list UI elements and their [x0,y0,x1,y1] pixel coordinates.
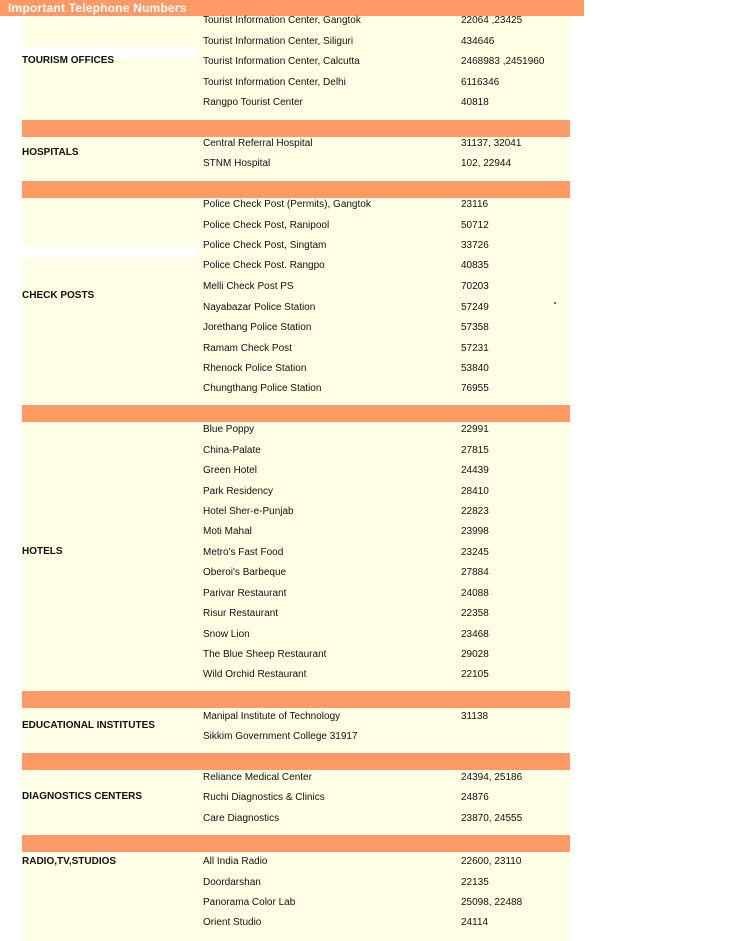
category-label: RADIO,TV,STUDIOS [22,856,117,867]
entry-name: Manipal Institute of Technology [203,711,341,722]
section-separator [22,405,570,422]
entry-name: Park Residency [203,486,274,497]
entry-number: 22358 [461,608,489,619]
entry-number: 57231 [461,343,489,354]
entry-name: Tourist Information Center, Delhi [203,77,346,88]
category-label: HOSPITALS [22,147,79,158]
entry-number: 28410 [461,486,489,497]
entry-number: 31138 [461,711,489,722]
category-label: HOTELS [22,546,63,557]
entry-name: Tourist Information Center, Siliguri [203,36,354,47]
entry-name: Snow Lion [203,629,250,640]
entry-name: Tourist Information Center, Calcutta [203,56,360,67]
entry-name: Blue Poppy [203,424,255,435]
section-separator [22,753,570,770]
entry-number: 24439 [461,465,489,476]
entry-number: 50712 [461,220,489,231]
entry-number: 22105 [461,669,489,680]
label-column-gap [22,246,198,258]
entry-number: 27815 [461,445,489,456]
entry-name: China-Palate [203,445,261,456]
entry-name: Rhenock Police Station [203,363,307,374]
entry-number: 24876 [461,792,489,803]
section-separator [22,181,570,198]
entry-name: Risur Restaurant [203,608,279,619]
sheet-title: Important Telephone Numbers [0,0,584,16]
entry-number: 57249 [461,302,489,313]
entry-name: Care Diagnostics [203,813,280,824]
entry-name: Ramam Check Post [203,343,292,354]
entry-name: Police Check Post, Ranipool [203,220,330,231]
entry-name: Reliance Medical Center [203,772,312,783]
entry-name: Melli Check Post PS [203,281,294,292]
entry-number: 24114 [461,917,489,928]
entry-number: 25098, 22488 [461,897,523,908]
section-separator [22,835,570,852]
entry-number: 22135 [461,877,489,888]
entry-name: Police Check Post, Singtam [203,240,327,251]
category-label: CHECK POSTS [22,290,95,301]
entry-name: Ruchi Diagnostics & Clinics [203,792,325,803]
entry-number: 33726 [461,240,489,251]
entry-name: All India Radio [203,856,268,867]
entry-number: 31137, 32041 [461,138,522,149]
entry-name: Chungthang Police Station [203,383,322,394]
entry-name: Central Referral Hospital [203,138,313,149]
entry-name: Parivar Restaurant [203,588,287,599]
entry-name: STNM Hospital [203,158,271,169]
entry-name: Tourist Information Center, Gangtok [203,15,361,26]
entry-name: Doordarshan [203,877,261,888]
entry-number: 6116346 [461,77,500,88]
entry-name: Green Hotel [203,465,257,476]
entry-number: 23870, 24555 [461,813,523,824]
entry-name: The Blue Sheep Restaurant [203,649,327,660]
entry-number: 23116 [461,199,489,210]
entry-name: Jorethang Police Station [203,322,312,333]
entry-number: 24394, 25186 [461,772,523,783]
entry-number: 23998 [461,526,489,537]
entry-name: Police Check Post (Permits), Gangtok [203,199,371,210]
entry-number: 22823 [461,506,489,517]
entry-number: 2468983 ,2451960 [461,56,545,67]
entry-name: Panorama Color Lab [203,897,296,908]
entry-name: Police Check Post. Rangpo [203,260,325,271]
entry-name: Moti Mahal [203,526,252,537]
entry-number: 40835 [461,260,489,271]
section-separator [22,120,570,137]
entry-name: Wild Orchid Restaurant [203,669,307,680]
entry-number: 22064 ,23425 [461,15,523,26]
entry-number: 22600, 23110 [461,856,522,867]
entry-number: 23468 [461,629,489,640]
category-label: TOURISM OFFICES [22,55,115,66]
entry-name: Nayabazar Police Station [203,302,316,313]
entry-name: Hotel Sher-e-Punjab [203,506,294,517]
entry-name: Sikkim Government College 31917 [203,731,358,742]
stray-mark [554,302,556,304]
entry-number: 22991 [461,424,489,435]
entry-name: Orient Studio [203,917,262,928]
entry-number: 70203 [461,281,489,292]
entry-number: 40818 [461,97,489,108]
entry-number: 434646 [461,36,495,47]
entry-number: 102, 22944 [461,158,512,169]
entry-number: 27884 [461,567,489,578]
entry-number: 53840 [461,363,489,374]
entry-name: Rangpo Tourist Center [203,97,303,108]
entry-number: 29028 [461,649,489,660]
section-separator [22,691,570,708]
entry-number: 23245 [461,547,489,558]
entry-number: 57358 [461,322,489,333]
entry-name: Oberoi's Barbeque [203,567,287,578]
entry-name: Metro's Fast Food [203,547,284,558]
entry-number: 76955 [461,383,489,394]
category-label: EDUCATIONAL INSTITUTES [22,720,155,731]
category-label: DIAGNOSTICS CENTERS [22,791,143,802]
entry-number: 24088 [461,588,489,599]
